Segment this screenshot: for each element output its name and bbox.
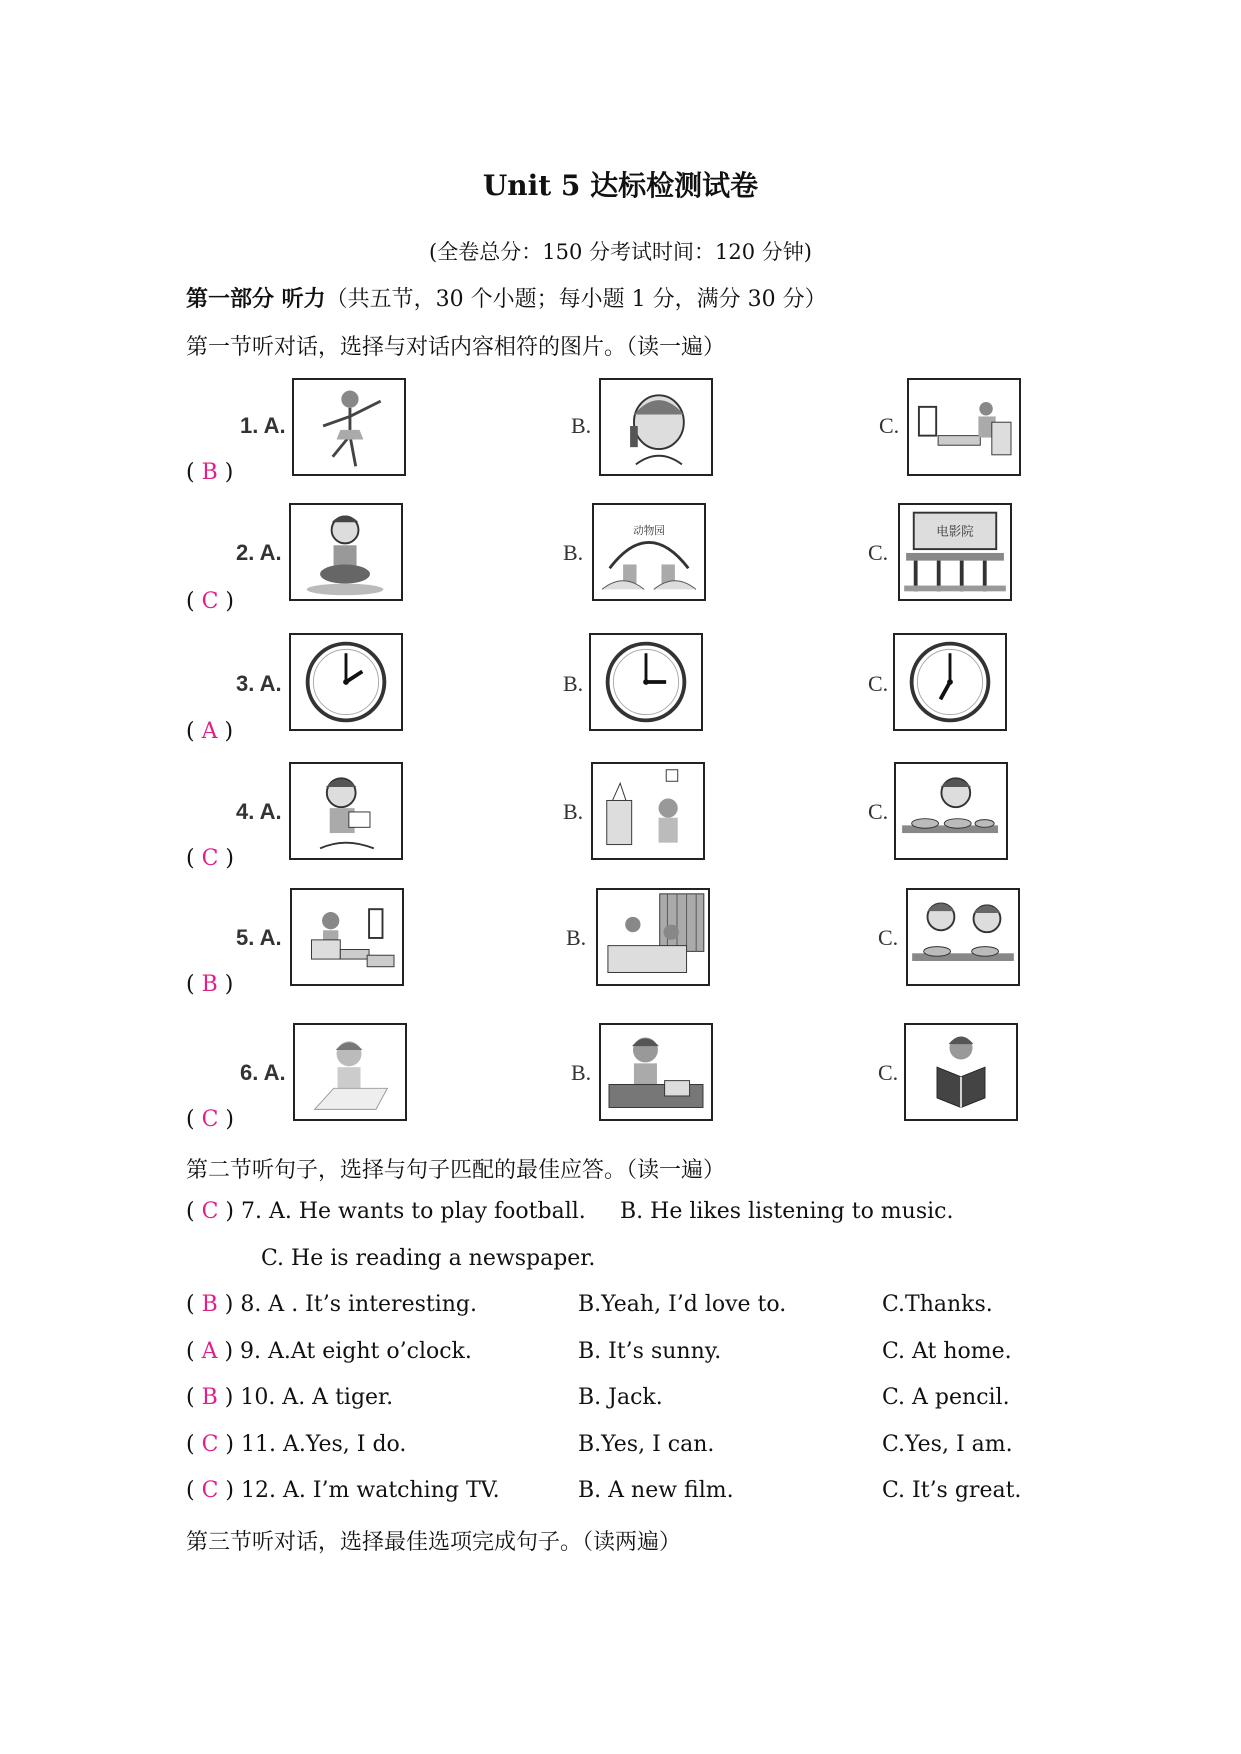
q10-row: ( B ) 10. A. A tiger. <box>186 1385 394 1410</box>
q7-option-c: C. He is reading a newspaper. <box>261 1246 596 1271</box>
q5-image-b-classroom[interactable] <box>596 888 710 986</box>
section2-instruction: 第二节听句子，选择与句子匹配的最佳应答。（读一遍） <box>186 1158 726 1183</box>
q2-image-b-zoo-gate[interactable] <box>592 503 706 601</box>
q1-image-b-phone-girl[interactable] <box>599 378 713 476</box>
q6-answer: ( C ) <box>186 1107 234 1132</box>
q1-image-c-tv-room[interactable] <box>907 378 1021 476</box>
q8-answer-letter: B <box>201 1292 218 1317</box>
q6-image-c-book-girl[interactable] <box>904 1023 1018 1121</box>
q2-answer-letter: C <box>201 589 219 614</box>
q2-image-c-cinema[interactable] <box>898 503 1012 601</box>
q12-option-a: 12. A. I’m watching TV. <box>241 1478 500 1503</box>
q2-option-c-label: C. <box>868 540 889 565</box>
q1-option-c-label: C. <box>879 413 900 438</box>
q8-row: ( B ) 8. A . It’s interesting. <box>186 1292 477 1317</box>
q2-option-a-label: 2. A. <box>236 540 282 565</box>
q3-image-a-clock[interactable] <box>289 633 403 731</box>
page-title: Unit 5 达标检测试卷 <box>482 169 759 202</box>
q6-option-a-label: 6. A. <box>240 1060 286 1085</box>
q9-option-b: B. It’s sunny. <box>578 1339 722 1364</box>
q8-option-a: 8. A . It’s interesting. <box>240 1292 477 1317</box>
q12-option-c: C. It’s great. <box>882 1478 1022 1503</box>
q4-option-c-label: C. <box>868 799 889 824</box>
q5-option-b-label: B. <box>566 925 587 950</box>
q6-option-c-label: C. <box>878 1060 899 1085</box>
part1-label: 第一部分 听力 <box>186 286 326 312</box>
q7-option-a: 7. A. He wants to play football. <box>241 1199 586 1224</box>
q7-row: ( C ) 7. A. He wants to play football. <box>186 1199 586 1224</box>
part1-heading <box>186 282 827 313</box>
q11-option-b: B.Yes, I can. <box>578 1432 715 1457</box>
q5-image-c-eating-kids[interactable] <box>906 888 1020 986</box>
q5-answer: ( B ) <box>186 972 234 997</box>
q4-image-c-eating-girl[interactable] <box>894 762 1008 860</box>
q11-row: ( C ) 11. A.Yes, I do. <box>186 1432 407 1457</box>
q9-option-c: C. At home. <box>882 1339 1012 1364</box>
q3-answer: ( A ) <box>186 719 234 744</box>
q4-answer: ( C ) <box>186 846 234 871</box>
q10-answer-letter: B <box>201 1385 218 1410</box>
q12-answer-letter: C <box>201 1478 219 1503</box>
q3-option-b-label: B. <box>563 671 584 696</box>
q8-option-c: C.Thanks. <box>882 1292 993 1317</box>
q4-answer-letter: C <box>201 846 219 871</box>
q1-image-a-dancing-girl[interactable] <box>292 378 406 476</box>
q2-option-b-label: B. <box>563 540 584 565</box>
section3-instruction: 第三节听对话，选择最佳选项完成句子。（读两遍） <box>186 1530 682 1555</box>
q3-option-c-label: C. <box>868 671 889 696</box>
q10-option-a: 10. A. A tiger. <box>240 1385 394 1410</box>
q2-image-a-washing-girl[interactable] <box>289 503 403 601</box>
part1-detail: （共五节，30 个小题；每小题 1 分，满分 30 分） <box>325 287 827 312</box>
q3-answer-letter: A <box>201 719 218 744</box>
q7-answer-letter: C <box>201 1199 219 1224</box>
q4-image-b-girl-room[interactable] <box>591 762 705 860</box>
q6-image-a-writing-girl[interactable] <box>293 1023 407 1121</box>
q5-option-a-label: 5. A. <box>236 925 282 950</box>
q11-option-c: C.Yes, I am. <box>882 1432 1013 1457</box>
exam-meta: (全卷总分：150 分考试时间：120 分钟) <box>429 240 812 264</box>
q6-option-b-label: B. <box>571 1060 592 1085</box>
q6-image-b-computer-girl[interactable] <box>599 1023 713 1121</box>
q1-answer-letter: B <box>201 460 218 485</box>
q2-cinema-sign: 电影院 <box>936 523 974 539</box>
q1-option-a-label: 1. A. <box>240 413 286 438</box>
q3-image-c-clock[interactable] <box>893 633 1007 731</box>
q9-answer-letter: A <box>201 1339 218 1364</box>
q9-row: ( A ) 9. A.At eight o’clock. <box>186 1339 472 1364</box>
q6-answer-letter: C <box>201 1107 219 1132</box>
q3-option-a-label: 3. A. <box>236 671 282 696</box>
q8-option-b: B.Yeah, I’d love to. <box>578 1292 787 1317</box>
q3-image-b-clock[interactable] <box>589 633 703 731</box>
q1-answer: ( B ) <box>186 460 234 485</box>
q5-image-a-watching-tv[interactable] <box>290 888 404 986</box>
q1-option-b-label: B. <box>571 413 592 438</box>
q11-option-a: 11. A.Yes, I do. <box>241 1432 407 1457</box>
q4-image-a-reading-girl[interactable] <box>289 762 403 860</box>
q11-answer-letter: C <box>201 1432 219 1457</box>
q2-answer: ( C ) <box>186 589 234 614</box>
q12-row: ( C ) 12. A. I’m watching TV. <box>186 1478 500 1503</box>
q10-option-c: C. A pencil. <box>882 1385 1010 1410</box>
q5-answer-letter: B <box>201 972 218 997</box>
q10-option-b: B. Jack. <box>578 1385 663 1410</box>
q2-zoo-sign: 动物园 <box>633 524 665 537</box>
section1-instruction: 第一节听对话，选择与对话内容相符的图片。（读一遍） <box>186 335 726 360</box>
q9-option-a: 9. A.At eight o’clock. <box>240 1339 472 1364</box>
q4-option-b-label: B. <box>563 799 584 824</box>
q4-option-a-label: 4. A. <box>236 799 282 824</box>
q7-option-b: B. He likes listening to music. <box>620 1199 954 1224</box>
q12-option-b: B. A new film. <box>578 1478 734 1503</box>
q5-option-c-label: C. <box>878 925 899 950</box>
